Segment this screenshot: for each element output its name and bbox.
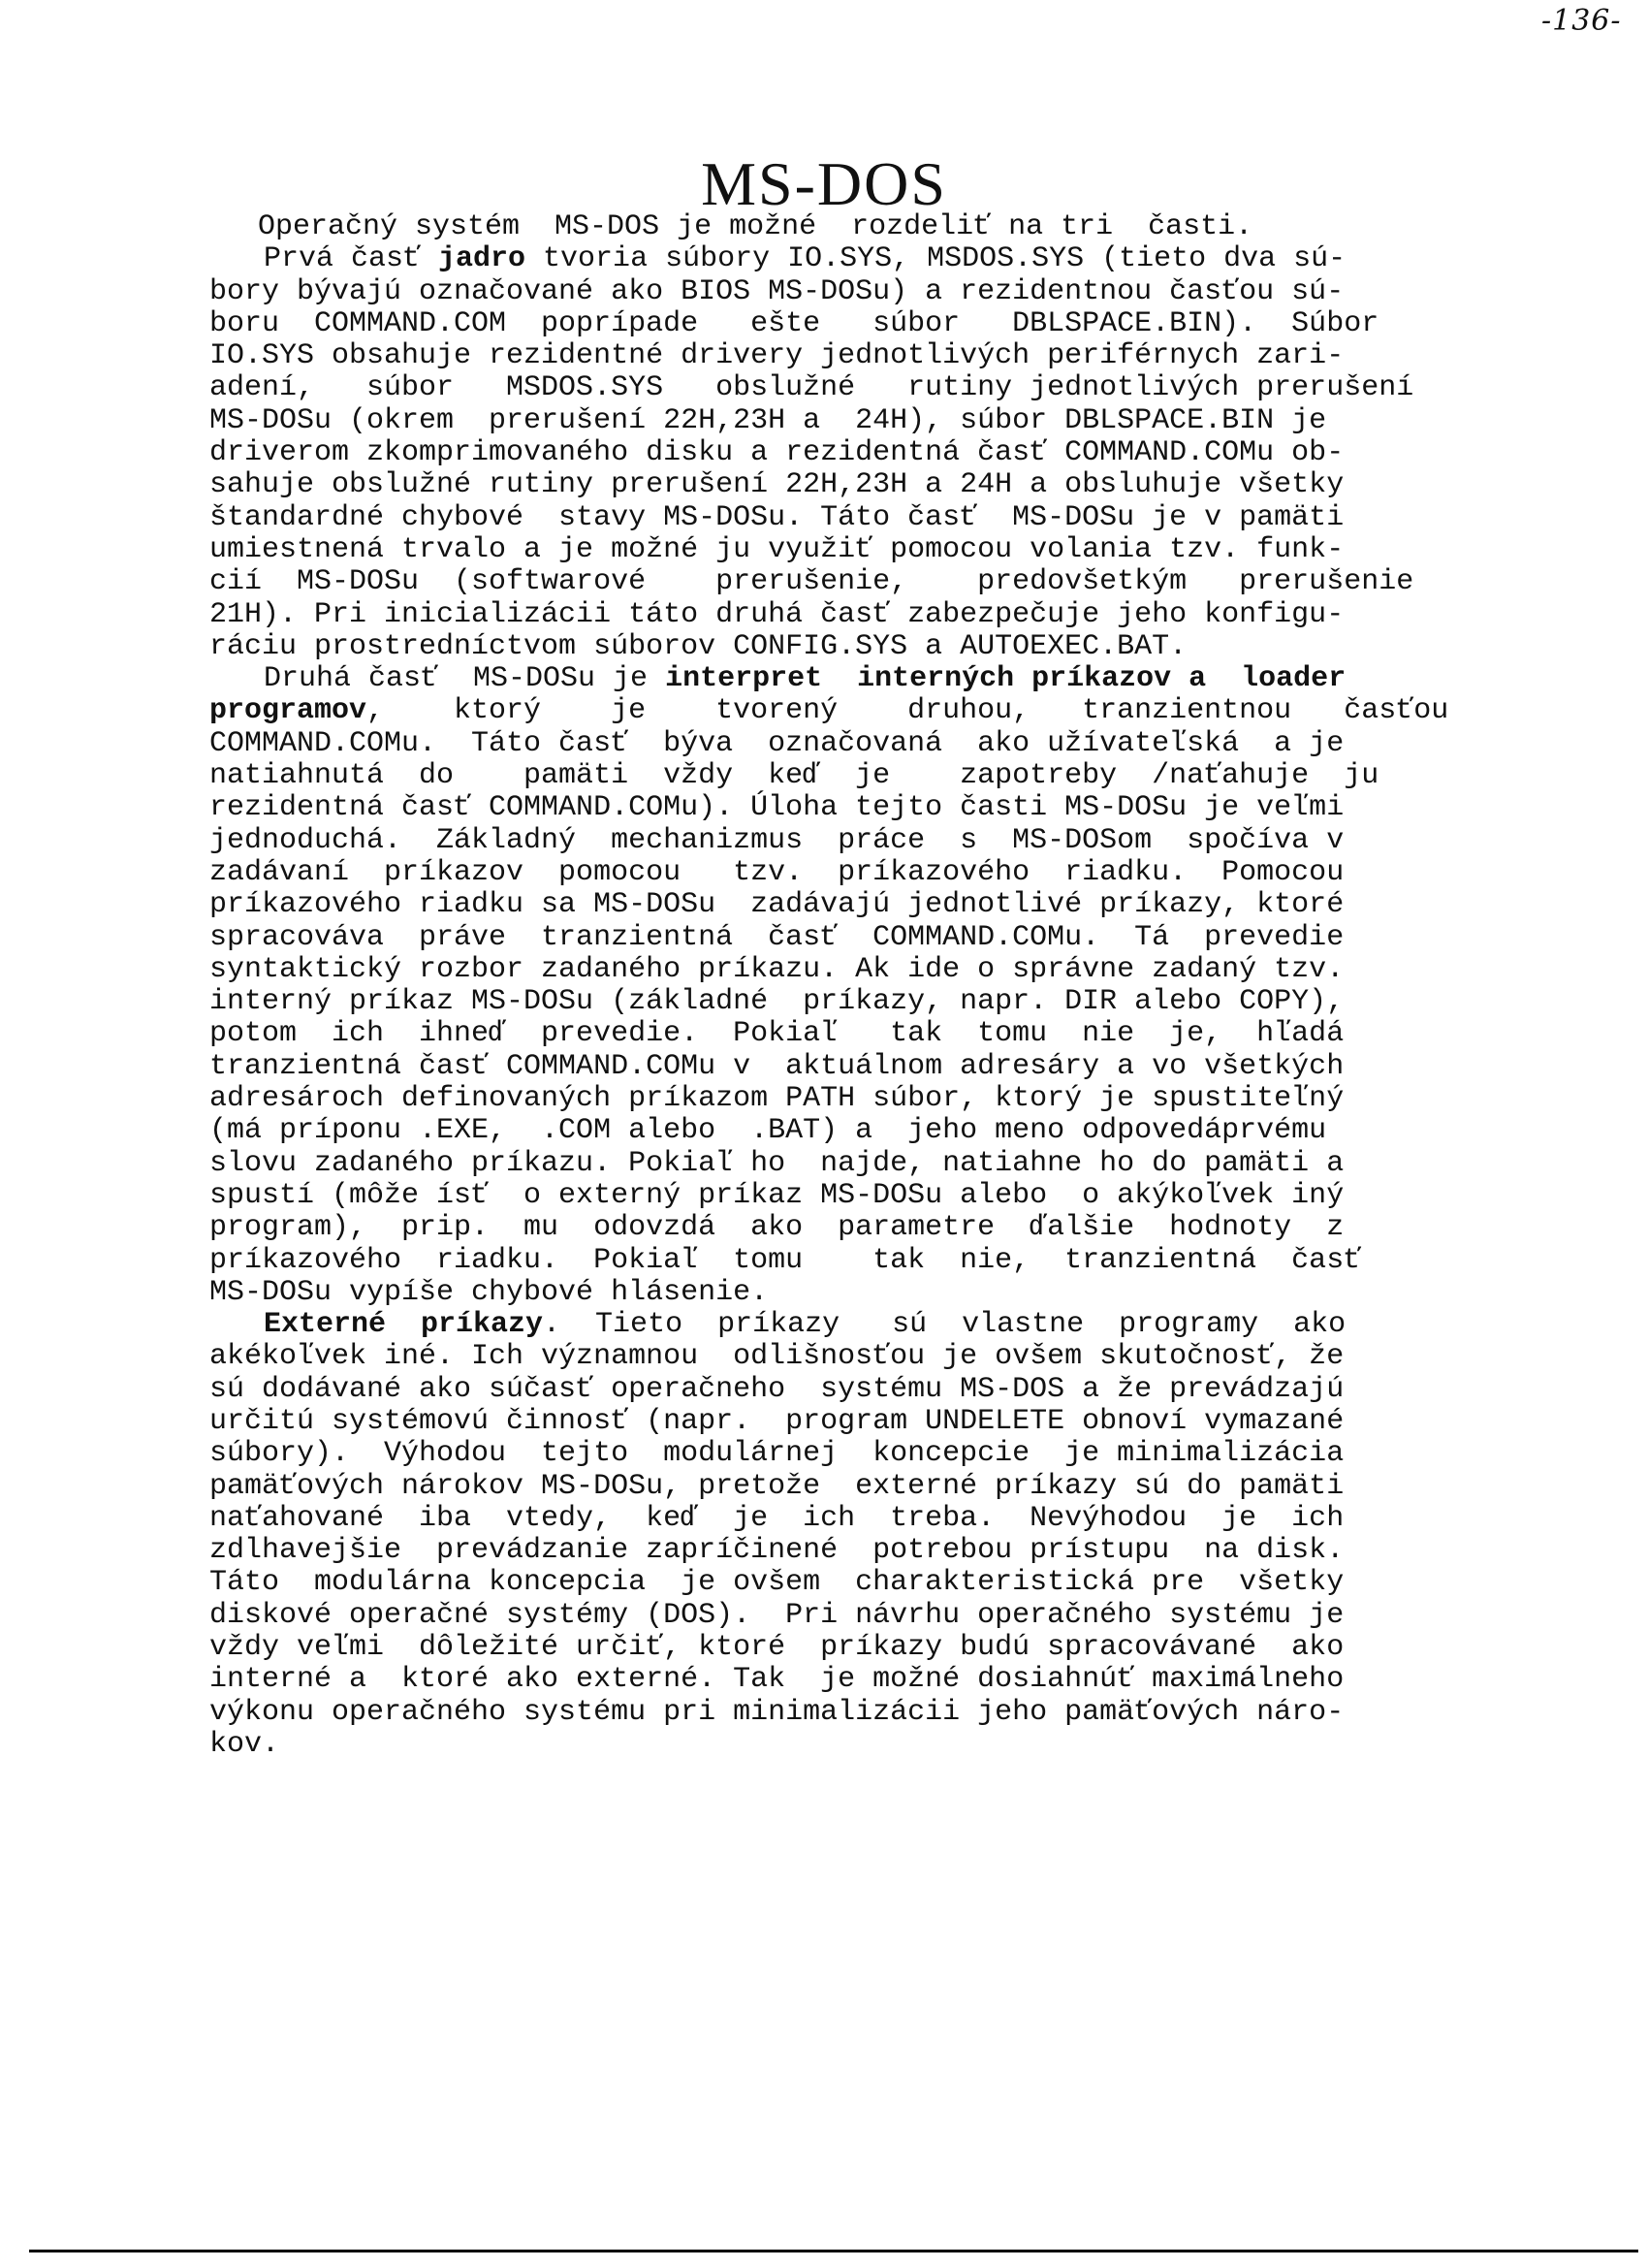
text-line: IO.SYS obsahuje rezidentné drivery jednotlivých periférnych zari- (209, 339, 1345, 373)
text-line (209, 1309, 1479, 1341)
text-line: interný príkaz MS-DOSu (základné príkazy, napr. DIR alebo COPY), (209, 985, 1345, 1019)
text-line: cií MS-DOSu (softwarové prerušenie, predovšetkým prerušenie (209, 565, 1414, 599)
text-line: adení, súbor MSDOS.SYS obslužné rutiny jednotlivých prerušení (209, 371, 1414, 405)
text-line: jednoduchá. Základný mechanizmus práce s MS-DOSom spočíva v (209, 823, 1345, 857)
text-line (209, 663, 1479, 695)
text-line: MS-DOSu (okrem prerušení 22H,23H a 24H), súbor DBLSPACE.BIN je (209, 403, 1327, 437)
text-line: spracováva práve tranzientná časť COMMAND.COMu. Tá prevedie (209, 920, 1345, 954)
text-line: natiahnutá do pamäti vždy keď je zapotreby /naťahuje ju (209, 759, 1379, 793)
text-line (209, 695, 1479, 727)
text-line: umiestnená trvalo a je možné ju využiť pomocou volania tzv. funk- (209, 532, 1345, 566)
text-line: sú dodávané ako súčasť operačneho systému MS-DOS a že prevádzajú (209, 1372, 1345, 1406)
text-line: driverom zkomprimovaného disku a rezidentná časť COMMAND.COMu ob- (209, 436, 1345, 470)
text-line: boru COMMAND.COM poprípade ešte súbor DBLSPACE.BIN). Súbor (209, 306, 1379, 340)
text-line: súbory). Výhodou tejto modulárnej koncepcie je minimalizácia (209, 1437, 1345, 1471)
bottom-rule (29, 2250, 1638, 2252)
text-line: štandardné chybové stavy MS-DOSu. Táto časť MS-DOSu je v pamäti (209, 500, 1345, 534)
text-line: vždy veľmi dôležité určiť, ktoré príkazy budú spracovávané ako (209, 1631, 1345, 1665)
text-line: Táto modulárna koncepcia je ovšem charakteristická pre všetky (209, 1566, 1345, 1600)
text-line: adresároch definovaných príkazom PATH súbor, ktorý je spustiteľný (209, 1082, 1345, 1116)
bold-term: Externé príkazy (264, 1308, 544, 1342)
text-line: tranzientná časť COMMAND.COMu v aktuálnom adresáry a vo všetkých (209, 1049, 1345, 1083)
text-line: diskové operačné systémy (DOS). Pri návrhu operačného systému je (209, 1598, 1345, 1632)
text-line: rezidentná časť COMMAND.COMu). Úloha tejto časti MS-DOSu je veľmi (209, 791, 1345, 825)
bold-term: jadro (438, 242, 526, 276)
text-line: bory bývajú označované ako BIOS MS-DOSu) a rezidentnou časťou sú- (209, 274, 1345, 308)
text-line: ráciu prostredníctvom súborov CONFIG.SYS a AUTOEXEC.BAT. (209, 629, 1188, 663)
bold-term: programov (209, 694, 367, 728)
text-line: kov. (209, 1727, 280, 1761)
text-line (209, 243, 1479, 275)
text-line: syntaktický rozbor zadaného príkazu. Ak ide o správne zadaný tzv. (209, 952, 1345, 986)
text-line: 21H). Pri inicializácii táto druhá časť zabezpečuje jeho konfigu- (209, 597, 1345, 631)
document-title: MS-DOS (701, 149, 947, 218)
text-line: príkazového riadku. Pokiaľ tomu tak nie, tranzientná časť (209, 1243, 1362, 1277)
text-line: pamäťových nárokov MS-DOSu, pretože externé príkazy sú do pamäti (209, 1469, 1345, 1503)
body-text (209, 211, 1479, 1761)
text-run: tvoria súbory IO.SYS, MSDOS.SYS (tieto dva sú- (525, 242, 1347, 276)
text-line: potom ich ihneď prevedie. Pokiaľ tak tomu nie je, hľadá (209, 1017, 1345, 1051)
text-line: spustí (môže ísť o externý príkaz MS-DOSu alebo o akýkoľvek iný (209, 1178, 1345, 1212)
text-line: MS-DOSu vypíše chybové hlásenie. (209, 1275, 769, 1309)
text-line: určitú systémovú činnosť (napr. program UNDELETE obnoví vymazané (209, 1404, 1345, 1438)
text-line: Operačný systém MS-DOS je možné rozdeliť na tri časti. (258, 210, 1253, 243)
text-line: (má príponu .EXE, .COM alebo .BAT) a jeho meno odpovedáprvému (209, 1114, 1327, 1148)
text-line: program), prip. mu odovzdá ako parametre ďalšie hodnoty z (209, 1211, 1345, 1245)
bold-term: interpret interných príkazov a loader (665, 662, 1347, 696)
text-line: výkonu operačného systému pri minimalizácii jeho pamäťových náro- (209, 1695, 1345, 1729)
text-line: akékoľvek iné. Ich významnou odlišnosťou je ovšem skutočnosť, že (209, 1340, 1345, 1374)
text-line: slovu zadaného príkazu. Pokiaľ ho najde, natiahne ho do pamäti a (209, 1146, 1345, 1180)
text-line: COMMAND.COMu. Táto časť býva označovaná ako užívateľská a je (209, 726, 1345, 760)
text-line: interné a ktoré ako externé. Tak je možné dosiahnúť maximálneho (209, 1663, 1345, 1697)
text-line: sahuje obslužné rutiny prerušení 22H,23H a 24H a obsluhuje všetky (209, 468, 1345, 502)
text-run: Druhá časť MS-DOSu je (264, 662, 666, 696)
text-line: zdlhavejšie prevádzanie zapríčinené potrebou prístupu na disk. (209, 1534, 1345, 1568)
text-line: naťahované iba vtedy, keď je ich treba. Nevýhodou je ich (209, 1501, 1345, 1535)
text-run: , ktorý je tvorený druhou, tranzientnou časťou (366, 694, 1449, 728)
page-number: -136- (1541, 4, 1622, 38)
text-line: príkazového riadku sa MS-DOSu zadávajú jednotlivé príkazy, ktoré (209, 888, 1345, 922)
text-run: Prvá časť (264, 242, 439, 276)
text-line: zadávaní príkazov pomocou tzv. príkazového riadku. Pomocou (209, 855, 1345, 889)
text-run: . Tieto príkazy sú vlastne programy ako (543, 1308, 1347, 1342)
